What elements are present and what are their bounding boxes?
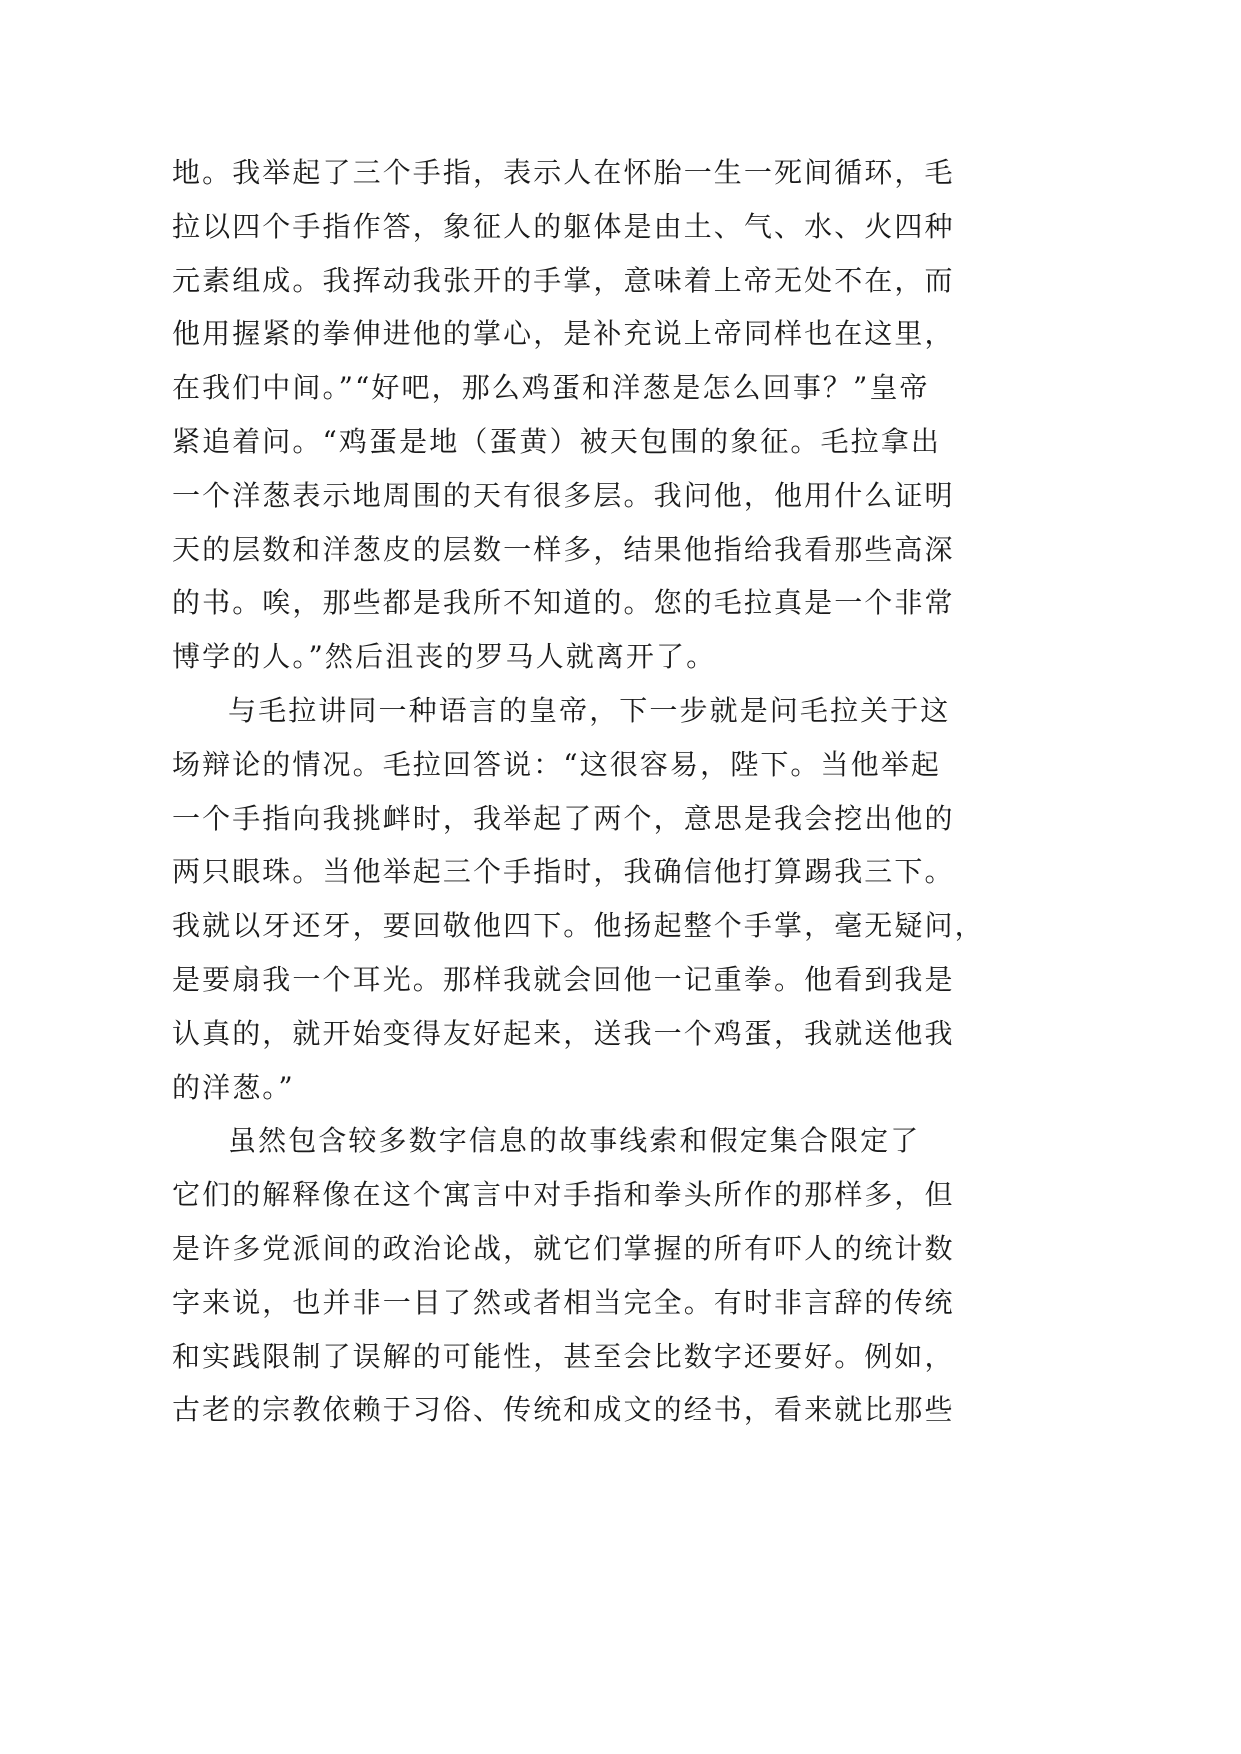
text-line: 天的层数和洋葱皮的层数一样多，结果他指给我看那些高深 [172,532,955,566]
text-line: 紧追着问。“鸡蛋是地（蛋黄）被天包围的象征。毛拉拿出 [172,424,941,458]
body-text [172,146,985,1437]
text-line: 古老的宗教依赖于习俗、传统和成文的经书，看来就比那些 [172,1393,955,1427]
text-line: 一个洋葱表示地周围的天有很多层。我问他，他用什么证明 [172,478,955,512]
text-line: 和实践限制了误解的可能性，甚至会比数字还要好。例如， [172,1339,955,1373]
paragraph-start-line: 与毛拉讲同一种语言的皇帝，下一步就是问毛拉关于这 [228,693,951,727]
text-line: 它们的解释像在这个寓言中对手指和拳头所作的那样多，但 [172,1178,955,1212]
text-line: 地。我举起了三个手指，表示人在怀胎一生一死间循环，毛 [172,156,955,189]
text-line: 字来说，也并非一目了然或者相当完全。有时非言辞的传统 [172,1285,955,1319]
text-line: 拉以四个手指作答，象征人的躯体是由土、气、水、火四种 [172,209,955,243]
text-line: 我就以牙还牙，要回敬他四下。他扬起整个手掌，毫无疑问， [172,909,985,943]
paragraph-start-line: 虽然包含较多数字信息的故事线索和假定集合限定了 [228,1124,921,1158]
text-line: 博学的人。”然后沮丧的罗马人就离开了。 [172,640,717,674]
text-line: 的书。唉，那些都是我所不知道的。您的毛拉真是一个非常 [172,586,955,620]
text-line: 的洋葱。” [172,1070,295,1104]
text-line: 场辩论的情况。毛拉回答说：“这很容易，陛下。当他举起 [172,747,941,781]
text-line: 是要扇我一个耳光。那样我就会回他一记重拳。他看到我是 [172,962,955,996]
text-line: 他用握紧的拳伸进他的掌心，是补充说上帝同样也在这里， [172,317,955,351]
text-line: 是许多党派间的政治论战，就它们掌握的所有吓人的统计数 [172,1231,955,1265]
text-line: 元素组成。我挥动我张开的手掌，意味着上帝无处不在，而 [172,263,955,297]
text-line: 两只眼珠。当他举起三个手指时，我确信他打算踢我三下。 [172,855,955,889]
text-line: 一个手指向我挑衅时，我举起了两个，意思是我会挖出他的 [172,801,955,835]
text-line: 认真的，就开始变得友好起来，送我一个鸡蛋，我就送他我 [172,1016,955,1050]
text-line: 在我们中间。”“好吧，那么鸡蛋和洋葱是怎么回事？”皇帝 [172,371,930,405]
